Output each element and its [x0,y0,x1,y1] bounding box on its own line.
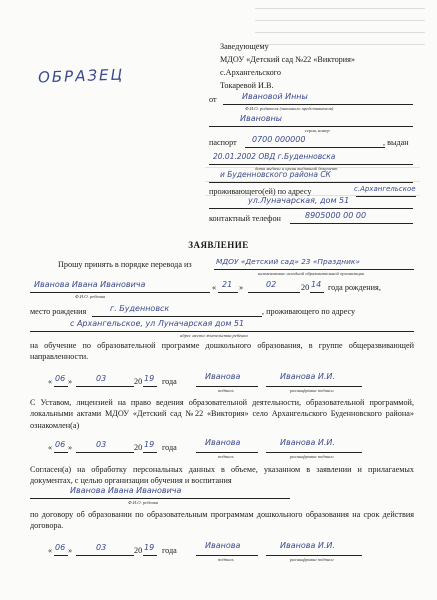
sign3-year-prefix: 20 [134,546,143,555]
sign2-signature-caption: подпись [218,454,234,459]
sign3-year: 19 [144,543,155,552]
sign1-signature: Иванова [205,372,241,381]
sign2-day: 06 [55,440,66,449]
passport-issued-label: , выдан [383,138,409,147]
residing-line [356,196,416,197]
sign1-month-line [76,386,134,387]
addressee-name: Токаревой И.В. [220,81,274,90]
dob-year-value: 14 [311,280,322,289]
applicant-patronymic-caption: серия, номер [305,128,330,133]
child-name-caption: Ф.И.О. ребенка [75,294,106,299]
address2-line [209,208,413,209]
addressee-title: Заведующему [220,42,269,51]
sign3-decode-caption: расшифровка подписи [290,557,334,562]
from-org-line [214,269,414,270]
issue2-value: и Буденновского района СК [220,170,331,179]
applicant-name-line [223,104,413,105]
contract-text: по договору об образовании по образовательным программам дошкольного образования на срок действия договора. [30,510,414,531]
sign3-year-label: года [162,546,177,555]
dob-year-prefix: 20 [301,283,310,292]
residing-value: с.Архангельское [354,185,416,193]
addressee-org: МДОУ «Детский сад №22 «Виктория» [220,55,356,64]
residing-label: проживающего(ей) по адресу [209,187,312,196]
charter-text: С Уставом, лицензией на право ведения образовательной деятельности, образовательной программой, локальными актами МДОУ «Детский сад №22 «Виктория» село Архангельского Буденновского района» ознакомлен(а) [30,398,414,430]
sign3-quote-close: » [68,546,73,555]
sign2-decode-caption: расшифровка подписи [290,454,334,459]
sign2-quote-open: « [48,443,53,452]
passport-line [245,147,385,148]
dob-day-value: 21 [222,280,233,289]
sample-stamp: ОБРАЗЕЦ [37,65,125,87]
sign1-decode-caption: расшифровка подписи [290,388,334,393]
sign1-month: 03 [96,374,107,383]
passport-value: 0700 000000 [252,135,306,144]
sign3-quote-open: « [48,546,53,555]
sign1-quote-open: « [48,377,53,386]
consent-child-caption: Ф.И.О. ребенка [128,500,159,505]
sign3-month-line [76,555,134,556]
phone-label: контактный телефон [209,214,281,223]
sign3-signature: Иванова [205,541,241,550]
dob-quote-close: » [239,283,244,292]
applicant-name-caption: Ф.И.О. родителя (законного представителя) [245,106,334,111]
sign2-decode: Иванова И.И. [280,438,335,447]
sign3-month: 03 [96,543,107,552]
education-text: на обучение по образовательной программе дошкольного образования, в группе общеразвивающей направленности. [30,341,414,362]
addressee-village: с.Архангельского [220,68,281,77]
sign2-signature-line [196,452,258,453]
sign2-month-line [76,452,134,453]
birthplace-value: г. Буденновск [110,304,170,313]
sign1-year-prefix: 20 [134,377,143,386]
child-residing-label: , проживающего по адресу [262,307,356,316]
sign1-year-label: года [162,377,177,386]
sign1-year-line [143,386,157,387]
sign2-day-line [54,452,68,453]
sign1-day-line [54,386,68,387]
sign1-decode-line [266,386,362,387]
applicant-patronymic-value: Ивановны [240,114,282,123]
sign1-decode: Иванова И.И. [280,372,335,381]
child-address-caption: адрес места жительства ребенка [180,333,248,338]
bleed-through-text [255,8,425,53]
dob-label: года рождения, [328,283,381,292]
dob-quote-open: « [212,283,217,292]
sign3-signature-caption: подпись [218,557,234,562]
issue-caption: дата выдачи и орган выдавший документ [255,166,338,171]
phone-value: 8905000 00 00 [305,211,367,220]
child-address-value: с Архангельское, ул Луначарская дом 51 [70,319,245,328]
sign1-signature-line [196,386,258,387]
from-org-value: МДОУ «Детский сад» 23 «Праздник» [216,257,360,266]
issue-line [209,164,413,165]
sign2-decode-line [266,452,362,453]
sign3-signature-line [196,555,258,556]
from-label: от [209,95,217,104]
dob-month-line [248,292,300,293]
sign1-year: 19 [144,374,155,383]
dob-month-value: 02 [266,280,277,289]
sign3-decode: Иванова И.И. [280,541,335,550]
birthplace-label: место рождения [30,307,87,316]
sign2-signature: Иванова [205,438,241,447]
consent-child-value: Иванова Ивана Ивановича [70,486,182,495]
sign3-day: 06 [55,543,66,552]
child-name-value: Иванова Ивана Ивановича [34,280,146,289]
consent-text: Согласен(а) на обработку персональных данных в объеме, указанном в заявлении и прилагаемых документах, с целью организации обучения и воспитания [30,465,414,486]
from-org-caption: наименование исходной образовательной организации [258,271,365,276]
applicant-patronymic-line [209,126,413,127]
dob-day-line [218,292,238,293]
sign3-day-line [54,555,68,556]
child-address-line [30,331,414,332]
sign2-year-line [143,452,157,453]
sign2-year-label: года [162,443,177,452]
issue2-line [209,182,413,183]
issue-value: 20.01.2002 ОВД г.Буденновска [213,152,336,161]
passport-label: паспорт [209,138,237,147]
sign3-decode-line [266,555,362,556]
sign1-day: 06 [55,374,66,383]
applicant-name-value: Ивановой Инны [242,92,308,101]
phone-line [290,223,413,224]
sign2-year: 19 [144,440,155,449]
request-label: Прошу принять в порядке перевода из [58,260,192,269]
child-name-line [30,292,210,293]
sign3-year-line [143,555,157,556]
consent-child-line [30,498,290,499]
sign2-quote-close: » [68,443,73,452]
sign1-signature-caption: подпись [218,388,234,393]
birthplace-line [92,316,262,317]
address2-value: ул.Луначарская, дом 51 [248,196,350,205]
sign2-month: 03 [96,440,107,449]
sign2-year-prefix: 20 [134,443,143,452]
sign1-quote-close: » [68,377,73,386]
dob-year-line [310,292,324,293]
document-title: ЗАЯВЛЕНИЕ [188,240,249,250]
